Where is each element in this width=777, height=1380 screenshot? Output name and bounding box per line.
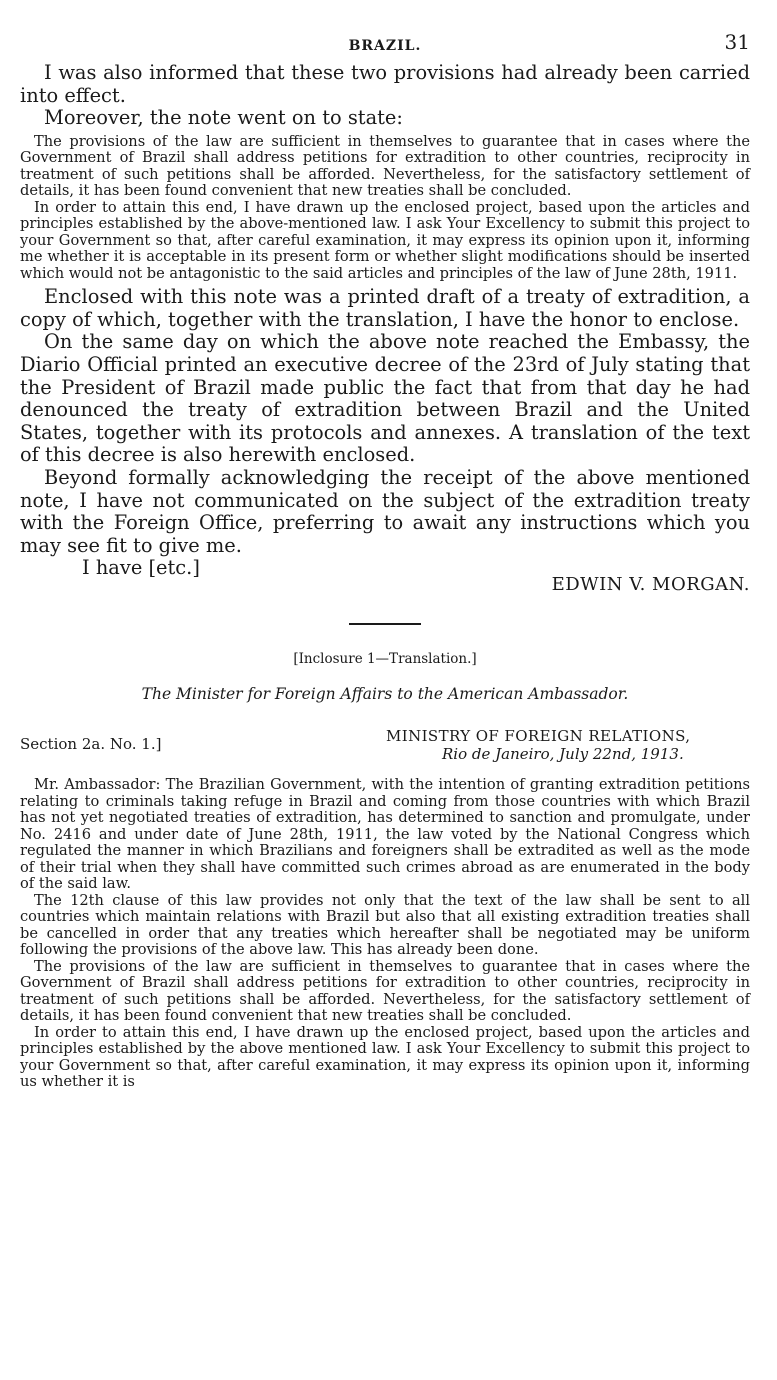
page-number: 31 (724, 30, 750, 54)
document-page (20, 30, 750, 1091)
enclosure-address-block (20, 727, 750, 767)
quoted-paragraph: In order to attain this end, I have drawn up the enclosed project, based upon the articles and principles established by the above-mentioned law. I ask Your Excellency to submit this project to your Government so that, after careful examination, it may express its opinion upon it, informing me whether it is acceptable in its present form or whether slight modifications should be inserted which would not be antagonistic to the said articles and principles of the law of June 28th, 1911. (20, 198, 750, 282)
signature: EDWIN V. MORGAN. (551, 574, 750, 595)
running-head: BRAZIL. (348, 38, 422, 54)
letter-paragraph: I was also informed that these two provisions had already been carried into effect. (20, 61, 750, 107)
enclosure-paragraph: The provisions of the law are sufficient in themselves to guarantee that in cases where the Government of Brazil shall address petitions for extradition to other countries, reciprocity in treatment of such petitions shall be afforded. Nevertheless, for the satisfactory settlement of details, it has been found convenient that new treaties shall be concluded. (20, 957, 750, 1024)
section-reference: Section 2a. No. 1.] (20, 735, 162, 753)
letter-paragraph: Enclosed with this note was a printed draft of a treaty of extradition, a copy of which, together with the translation, I have the honor to enclose. (20, 285, 750, 331)
inclosure-label: [Inclosure 1—Translation.] (293, 651, 477, 667)
quoted-paragraph: The provisions of the law are sufficient in themselves to guarantee that in cases where the Government of Brazil shall address petitions for extradition to other countries, reciprocity in treatment of such petitions shall be afforded. Nevertheless, for the satisfactory settlement of details, it has been found convenient that new treaties shall be concluded. (20, 132, 750, 200)
page-header (20, 30, 750, 58)
ministry-heading: MINISTRY OF FOREIGN RELATIONS, (386, 727, 691, 745)
letter-paragraph: On the same day on which the above note reached the Embassy, the Diario Official printed an executive decree of the 23rd of July stating that the President of Brazil made public the fact that from that day he had denounced the treaty of extradition between Brazil and the United States, together with its protocols and annexes. A translation of the text of this decree is also herewith enclosed. (20, 330, 750, 467)
enclosure-paragraph: The 12th clause of this law provides not only that the text of the law shall be sent to all countries which maintain relations with Brazil but also that all existing extradition treaties shall be cancelled in order that any treaties which hereafter shall be negotiated may be uniform following the provisions of the above law. This has already been done. (20, 891, 750, 958)
enclosure-paragraph: Mr. Ambassador: The Brazilian Government, with the intention of granting extradition petitions relating to criminals taking refuge in Brazil and coming from those countries with which Brazil has not yet negotiated treaties of extradition, has determined to sanction and promulgate, under No. 2416 and under date of June 28th, 1911, the law voted by the National Congress which regulated the manner in which Brazilians and foreigners shall be extradited as well as the mode of their trial when they shall have committed such crimes abroad as are enumerated in the body of the said law. (20, 776, 750, 892)
closing-line: I have [etc.] (82, 556, 200, 580)
enclosure-paragraph: In order to attain this end, I have drawn up the enclosed project, based upon the articles and principles established by the above mentioned law. I ask Your Excellency to submit this project to your Government so that, after careful examination, it may express its opinion upon it, informing us whether it is (20, 1023, 750, 1090)
letter-paragraph: Moreover, the note went on to state: (44, 106, 403, 130)
letter-paragraph: Beyond formally acknowledging the receipt of the above mentioned note, I have not communicated on the subject of the extradition treaty with the Foreign Office, preferring to await any instructions which you may see fit to give me. (20, 466, 750, 557)
place-and-date: Rio de Janeiro, July 22nd, 1913. (442, 745, 684, 763)
enclosure-title: The Minister for Foreign Affairs to the American Ambassador. (141, 685, 629, 703)
section-divider (349, 623, 421, 625)
